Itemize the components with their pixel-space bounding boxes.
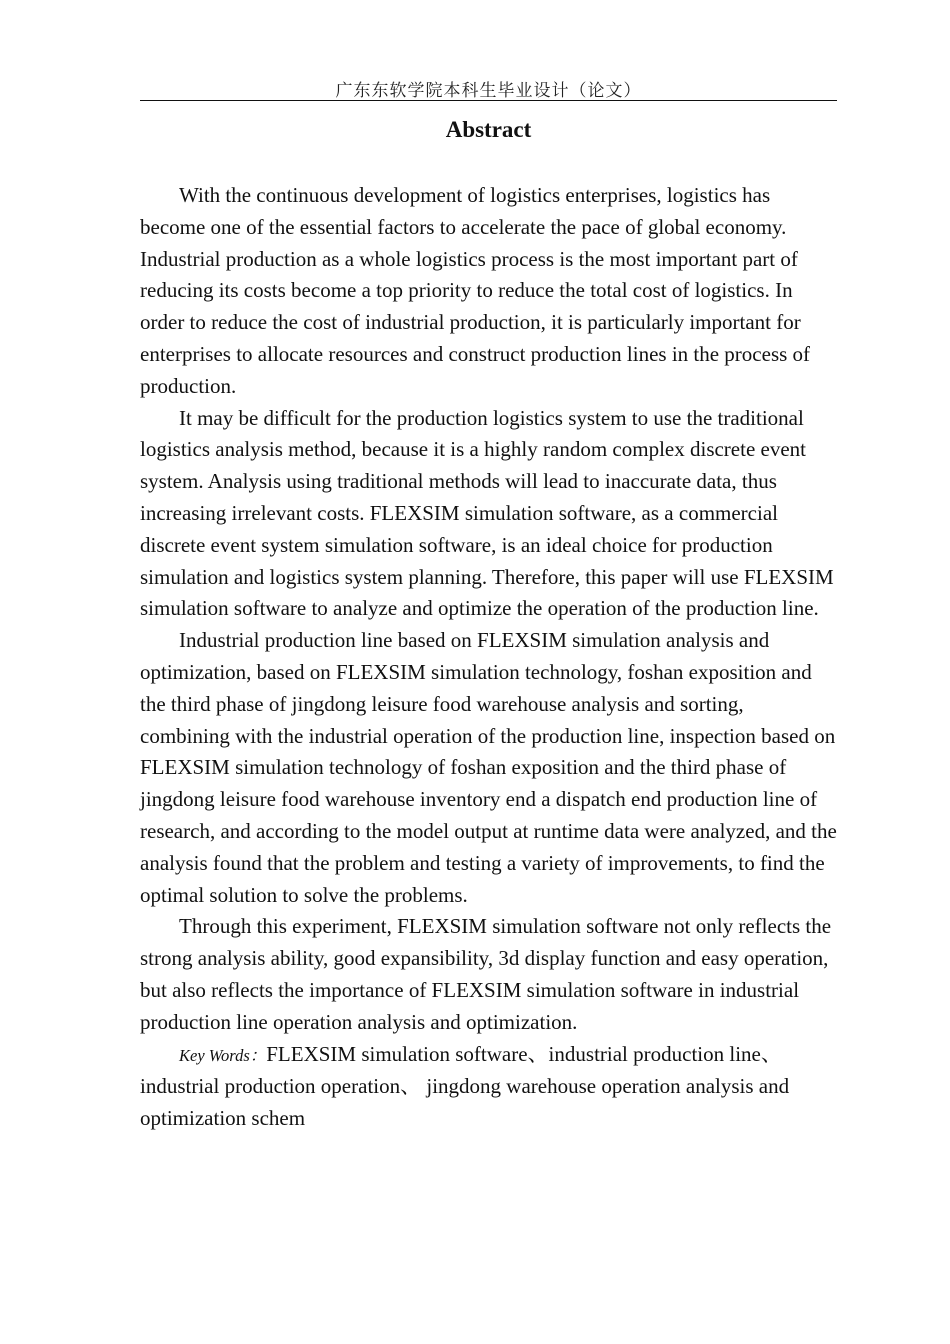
abstract-paragraph-2: It may be difficult for the production logistics system to use the traditional logistics analysis method, because it is a highly random complex discrete event system. Analysis using traditional methods will lead to inaccurate data, thus increasing irrelevant costs. FLEXSIM simulation software, as a commercial discrete event system simulation software, is an ideal choice for production simulation and logistics system planning. Therefore, this paper will use FLEXSIM simulation software to analyze and optimize the operation of the production line. xyxy=(140,405,834,621)
abstract-paragraph-1: With the continuous development of logistics enterprises, logistics has become one of the essential factors to accelerate the pace of global economy. Industrial production as a whole logistics process is the most important part of reducing its costs become a top priority to reduce the total cost of logistics. In order to reduce the cost of industrial production, it is particularly important for enterprises to allocate resources and construct production lines in the process of production. xyxy=(140,183,811,398)
page-header: 广东东软学院本科生毕业设计（论文） xyxy=(335,81,642,101)
keywords-label: Key Words： xyxy=(179,1045,267,1065)
header-rule xyxy=(140,100,837,101)
abstract-paragraph-4: Through this experiment, FLEXSIM simulation software not only reflects the strong analysis ability, good expansibility, 3d display function and easy operation, but also reflects the importance of FLEXSIM simulation software in industrial production line operation analysis and optimization. xyxy=(140,914,832,1034)
abstract-title: Abstract xyxy=(445,117,532,142)
abstract-body xyxy=(140,180,837,1135)
keywords-text: FLEXSIM simulation software、industrial production line、industrial production operation、 jingdong warehouse operation analysis and optimization schem xyxy=(140,1041,790,1131)
abstract-paragraph-3: Industrial production line based on FLEXSIM simulation analysis and optimization, based on FLEXSIM simulation technology, foshan exposition and the third phase of jingdong leisure food warehouse analysis and sorting, combining with the industrial operation of the production line, inspection based on FLEXSIM simulation technology of foshan exposition and the third phase of jingdong leisure food warehouse inventory end a dispatch end production line of research, and according to the model output at runtime data were analyzed, and the analysis found that the problem and testing a variety of improvements, to find the optimal solution to solve the problems. xyxy=(140,628,837,907)
keywords-paragraph xyxy=(140,1039,837,1135)
